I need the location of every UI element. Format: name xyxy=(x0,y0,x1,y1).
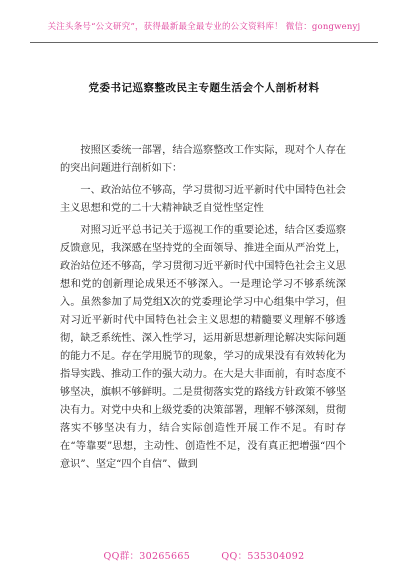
paragraph-body-1: 对照习近平总书记关于巡视工作的重要论述，结合区委巡察反馈意见，我深感在坚持党的全面领导、推进全面从严治党上，政治站位还不够高，学习贯彻习近平新时代中国特色社会主义思想和党的创新理论成果还不够深入。一是理论学习不够系统深入。虽然参加了局党组X次的党委理论学习中心组集中学习，但对习近平新时代中国特色社会主义思想的精髓要义理解不够透彻，缺乏系统性、深入性学习，运用新思想新理论解决实际问题的能力不足。存在学用脱节的现象，学习的成果没有有效转化为指导实践、推动工作的强大动力。在大是大非面前，有时态度不够坚决，旗帜不够鲜明。二是贯彻落实党的路线方针政策不够坚决有力。对党中央和上级党委的决策部署，理解不够深刻，贯彻落实不够坚决有力，结合实际创造性开展工作不足。有时存在“等靠要”思想，主动性、创造性不足，没有真正把增强“四个意识”、坚定“四个自信”、做到 xyxy=(60,225,346,470)
footer-contact xyxy=(0,548,408,562)
footer-qq-group: QQ群：30265665 xyxy=(103,551,191,562)
header-note: 关注头条号“公文研究”，获得最新最全最专业的公文资料库！ 微信：gongwenyj xyxy=(47,22,361,32)
paragraph-intro: 按照区委统一部署，结合巡察整改工作实际，现对个人存在的突出问题进行剖析如下： xyxy=(60,145,346,174)
paragraph-heading-1: 一、政治站位不够高，学习贯彻习近平新时代中国特色社会主义思想和党的二十大精神缺乏自觉性坚定性 xyxy=(60,185,346,214)
document-body xyxy=(60,142,346,478)
document-title: 党委书记巡察整改民主专题生活会个人剖析材料 xyxy=(88,82,320,94)
footer-qq: QQ：535304092 xyxy=(221,551,305,562)
header-divider xyxy=(30,42,378,43)
